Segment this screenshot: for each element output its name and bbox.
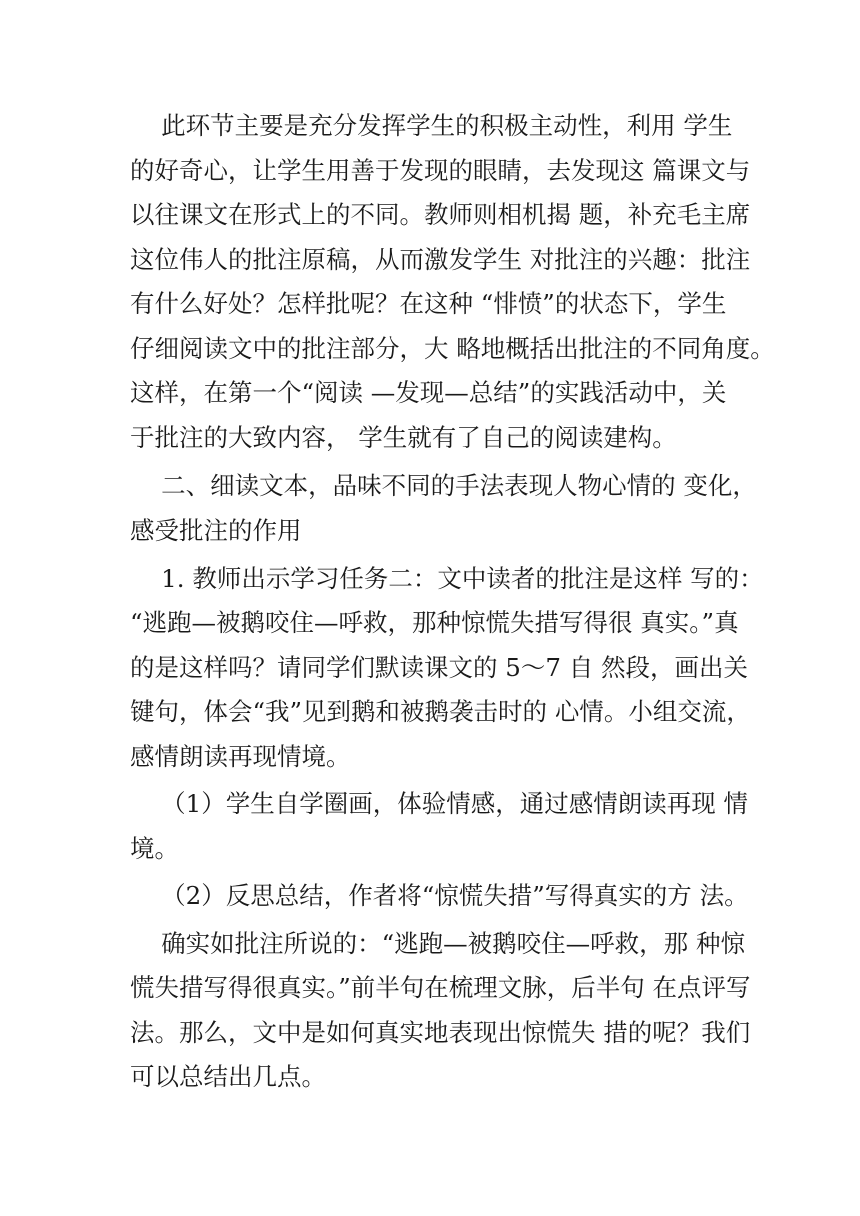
text-line: 可以总结出几点。	[130, 1062, 326, 1091]
text-line: 这样，在第一个“阅读 —发现—总结”的实践活动中，关	[130, 378, 727, 407]
text-line: （1）学生自学圈画，体验情感，通过感情朗读再现 情	[130, 789, 749, 818]
text-line: 慌失措写得很真实。”前半句在梳理文脉，后半句 在点评写	[130, 973, 751, 1002]
text-line: 确实如批注所说的：“逃跑—被鹅咬住—呼救，那 种惊	[130, 929, 745, 958]
text-line: 的是这样吗？请同学们默读课文的 5～7 自 然段，画出关	[130, 653, 749, 682]
text-line: 以往课文在形式上的不同。教师则相机揭 题，补充毛主席	[130, 200, 751, 229]
text-line: 的好奇心，让学生用善于发现的眼睛，去发现这 篇课文与	[130, 156, 751, 185]
text-line: “逃跑—被鹅咬住—呼救，那种惊慌失措写得很 真实。”真	[130, 608, 739, 637]
text-line: 1. 教师出示学习任务二：文中读者的批注是这样 写的：	[130, 564, 764, 593]
section-heading-line: 感受批注的作用	[130, 516, 302, 545]
text-line: 境。	[130, 834, 179, 863]
text-line: 于批注的大致内容， 学生就有了自己的阅读建构。	[130, 423, 677, 452]
text-line: 键句，体会“我”见到鹅和被鹅袭击时的 心情。小组交流，	[130, 697, 751, 726]
section-heading-line: 二、细读文本，品味不同的手法表现人物心情的 变化，	[130, 471, 757, 500]
text-line: 这位伟人的批注原稿，从而激发学生 对批注的兴趣：批注	[130, 245, 751, 274]
text-line: 仔细阅读文中的批注部分，大 略地概括出批注的不同角度。	[130, 334, 775, 363]
text-line: 感情朗读再现情境。	[130, 742, 351, 771]
text-line: （2）反思总结，作者将“惊慌失措”写得真实的方 法。	[130, 881, 749, 910]
text-line: 法。那么，文中是如何真实地表现出惊慌失 措的呢？我们	[130, 1018, 751, 1047]
text-line: 此环节主要是充分发挥学生的积极主动性，利用 学生	[130, 111, 733, 140]
text-line: 有什么好处？怎样批呢？在这种 “悱愤”的状态下，学生	[130, 289, 727, 318]
